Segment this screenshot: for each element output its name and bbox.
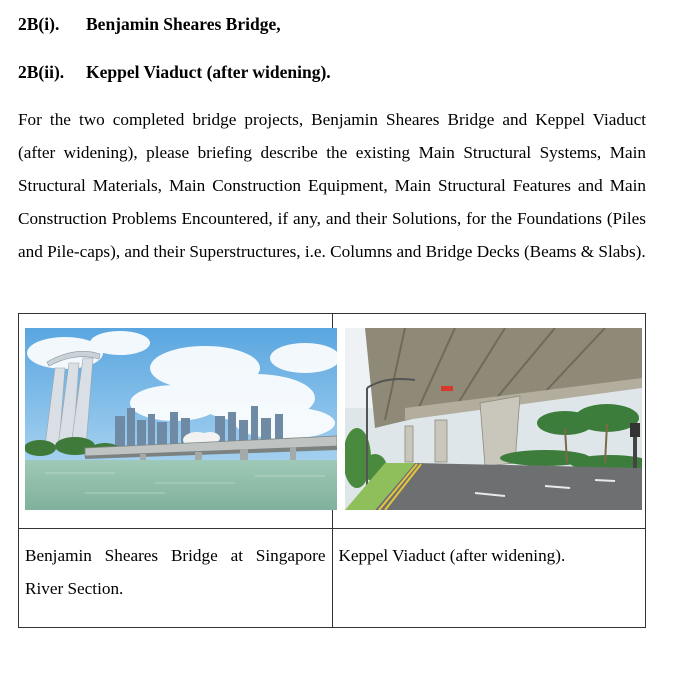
caption-keppel-viaduct: Keppel Viaduct (after widening). [338,546,566,565]
instructions-paragraph: For the two completed bridge projects, Benjamin Sheares Bridge and Keppel Viaduct (after widening), please briefing describe the existing Main Structural Systems, Main Structural Materials, Main Construction Equipment, Main Structural Features and Main Construction Problems Encountered, if any, and their Solutions, for the Foundations (Piles and Pile-caps), and their Superstructures, i.e. Columns and Bridge Decks (Beams & Slabs). [18,110,646,261]
heading-number: 2B(ii). [18,62,65,82]
caption-benjamin-sheares: Benjamin Sheares Bridge at Singapore River Section. [25,546,326,598]
heading-2b-ii [18,62,331,83]
heading-number: 2B(i). [18,14,60,34]
heading-title: Benjamin Sheares Bridge, [86,14,281,34]
heading-title: Keppel Viaduct (after widening). [86,62,331,82]
caption-cell-1 [19,529,333,628]
keppel-viaduct-photo [345,328,642,510]
heading-2b-i [18,14,281,35]
benjamin-sheares-bridge-photo [25,328,337,510]
caption-cell-2 [332,529,646,628]
